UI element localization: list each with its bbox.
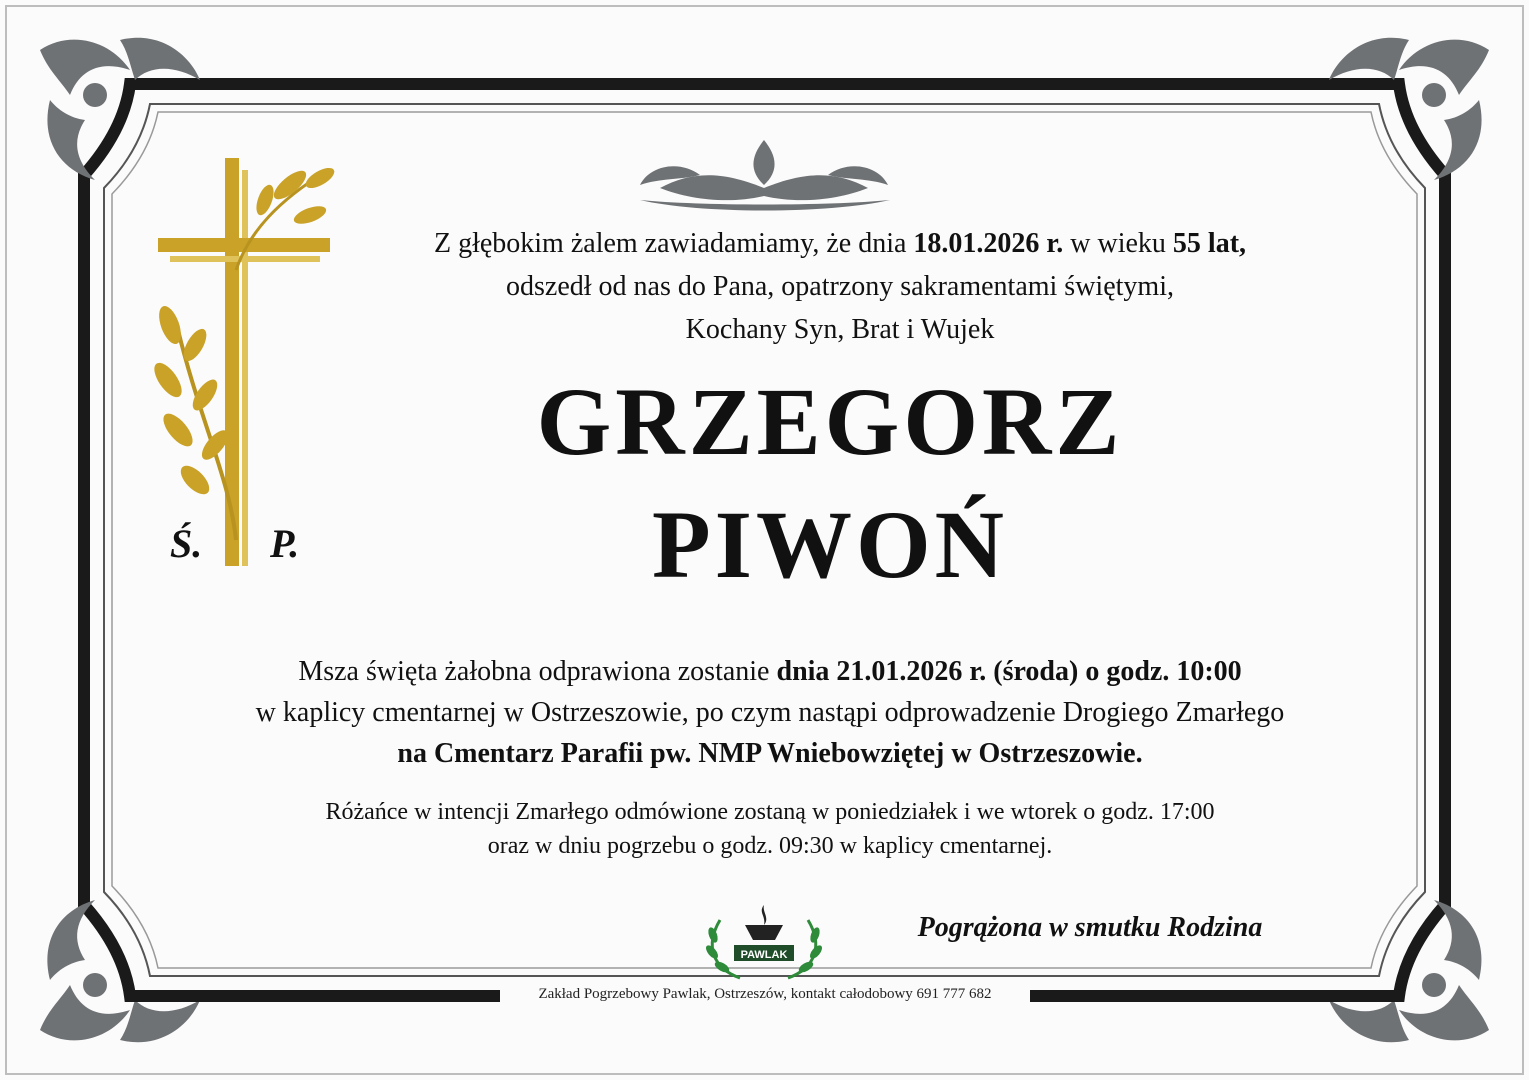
rosary-line-2: oraz w dniu pogrzebu o godz. 09:30 w kaplicy cmentarnej. <box>487 833 1053 859</box>
intro-line-2: odszedł od nas do Pana, opatrzony sakramentami świętymi, <box>506 271 1174 302</box>
pawlak-logo <box>704 905 824 978</box>
intro-text <box>340 222 1340 351</box>
intro-line-1: Z głębokim żalem zawiadamiamy, że dnia 18.01.2026 r. w wieku 55 lat, <box>433 228 1247 259</box>
mass-announcement <box>170 651 1370 774</box>
deceased-last-name: PIWOŃ <box>652 491 1008 598</box>
top-center-ornament <box>640 140 890 211</box>
rosary-announcement <box>170 795 1370 863</box>
mass-line-2: w kaplicy cmentarnej w Ostrzeszowie, po czym nastąpi odprowadzenie Drogiego Zmarłego <box>255 697 1285 728</box>
deceased-first-name: GRZEGORZ <box>536 368 1124 475</box>
sp-right-initial: P. <box>270 521 300 566</box>
sp-left-initial: Ś. <box>170 521 203 566</box>
footer-contact: Zakład Pogrzebowy Pawlak, Ostrzeszów, kontakt całodobowy 691 777 682 <box>500 986 1030 1003</box>
intro-line-3: Kochany Syn, Brat i Wujek <box>685 314 995 345</box>
gold-cross-icon <box>149 158 337 566</box>
family-signature: Pogrążona w smutku Rodzina <box>917 912 1263 943</box>
rosary-line-1: Różańce w intencji Zmarłego odmówione zostaną w poniedziałek i we wtorek o godz. 17:00 <box>325 799 1215 825</box>
mass-line-3: na Cmentarz Parafii pw. NMP Wniebowziętej w Ostrzeszowie. <box>397 738 1143 769</box>
mass-line-1: Msza święta żałobna odprawiona zostanie dnia 21.01.2026 r. (środa) o godz. 10:00 <box>298 656 1242 687</box>
logo-text: PAWLAK <box>740 949 788 961</box>
